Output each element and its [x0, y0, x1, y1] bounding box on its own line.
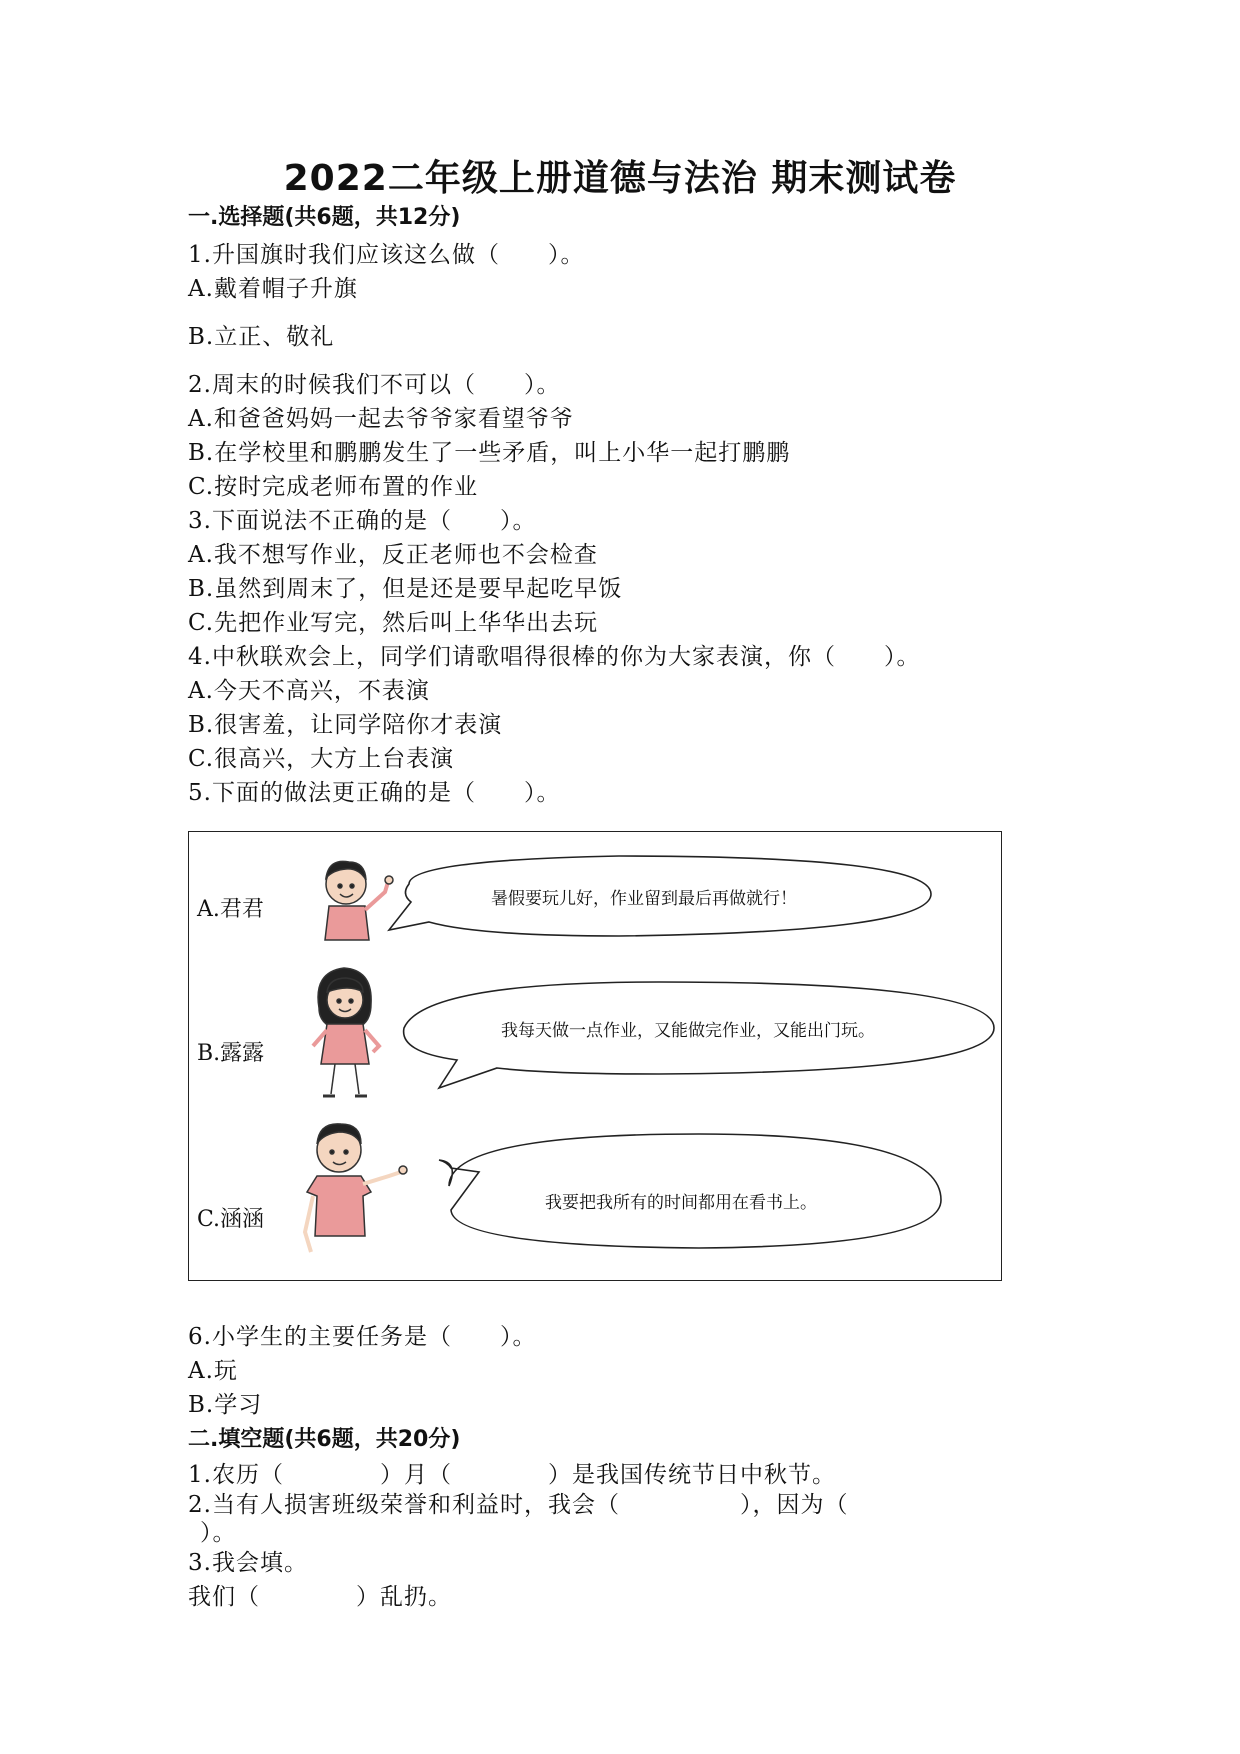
fill-q2-line1: 2.当有人损害班级荣誉和利益时，我会（ ），因为（	[188, 1492, 849, 1518]
q2-stem: 2.周末的时候我们不可以（ ）。	[188, 372, 561, 398]
fill-q2-line2: ）。	[200, 1520, 237, 1546]
q6-stem: 6.小学生的主要任务是（ ）。	[188, 1324, 537, 1350]
q3-option-b: B.虽然到周末了，但是还是要早起吃早饭	[188, 576, 623, 602]
q5-figure	[188, 831, 1002, 1281]
option-a-label: A.君君	[197, 897, 264, 922]
q3-option-a: A.我不想写作业，反正老师也不会检查	[188, 542, 598, 568]
option-b-label: B.露露	[197, 1041, 265, 1066]
q1-option-b: B.立正、敬礼	[188, 324, 335, 350]
q2-option-c: C.按时完成老师布置的作业	[188, 474, 479, 500]
q1-stem: 1.升国旗时我们应该这么做（ ）。	[188, 242, 585, 268]
q4-option-c: C.很高兴，大方上台表演	[188, 746, 455, 772]
character-b-lulu	[313, 968, 379, 1096]
q4-option-a: A.今天不高兴，不表演	[188, 678, 430, 704]
q4-stem: 4.中秋联欢会上，同学们请歌唱得很棒的你为大家表演，你（ ）。	[188, 644, 921, 670]
character-c-hanhan	[305, 1124, 407, 1252]
q1-option-a: A.戴着帽子升旗	[188, 276, 358, 302]
character-a-junjun	[325, 861, 393, 940]
fill-q3-stem: 3.我会填。	[188, 1550, 308, 1576]
page-title: 2022二年级上册道德与法治 期末测试卷	[283, 158, 957, 199]
q2-option-b: B.在学校里和鹏鹏发生了一些矛盾，叫上小华一起打鹏鹏	[188, 440, 791, 466]
fill-q3-line: 我们（ ）乱扔。	[188, 1584, 452, 1610]
q5-stem: 5.下面的做法更正确的是（ ）。	[188, 780, 561, 806]
q2-option-a: A.和爸爸妈妈一起去爷爷家看望爷爷	[188, 406, 574, 432]
section-1-heading: 一.选择题(共6题，共12分)	[188, 205, 461, 230]
option-c-speech: 我要把我所有的时间都用在看书上。	[545, 1193, 817, 1213]
fill-q1: 1.农历（ ）月（ ）是我国传统节日中秋节。	[188, 1462, 836, 1488]
q3-option-c: C.先把作业写完，然后叫上华华出去玩	[188, 610, 599, 636]
option-b-speech: 我每天做一点作业，又能做完作业，又能出门玩。	[501, 1021, 875, 1041]
option-a-speech: 暑假要玩儿好，作业留到最后再做就行！	[491, 889, 797, 909]
option-c-label: C.涵涵	[197, 1207, 265, 1232]
section-2-heading: 二.填空题(共6题，共20分)	[188, 1427, 461, 1452]
q3-stem: 3.下面说法不正确的是（ ）。	[188, 508, 537, 534]
q4-option-b: B.很害羞，让同学陪你才表演	[188, 712, 503, 738]
q6-option-b: B.学习	[188, 1392, 263, 1418]
q6-option-a: A.玩	[188, 1358, 238, 1384]
